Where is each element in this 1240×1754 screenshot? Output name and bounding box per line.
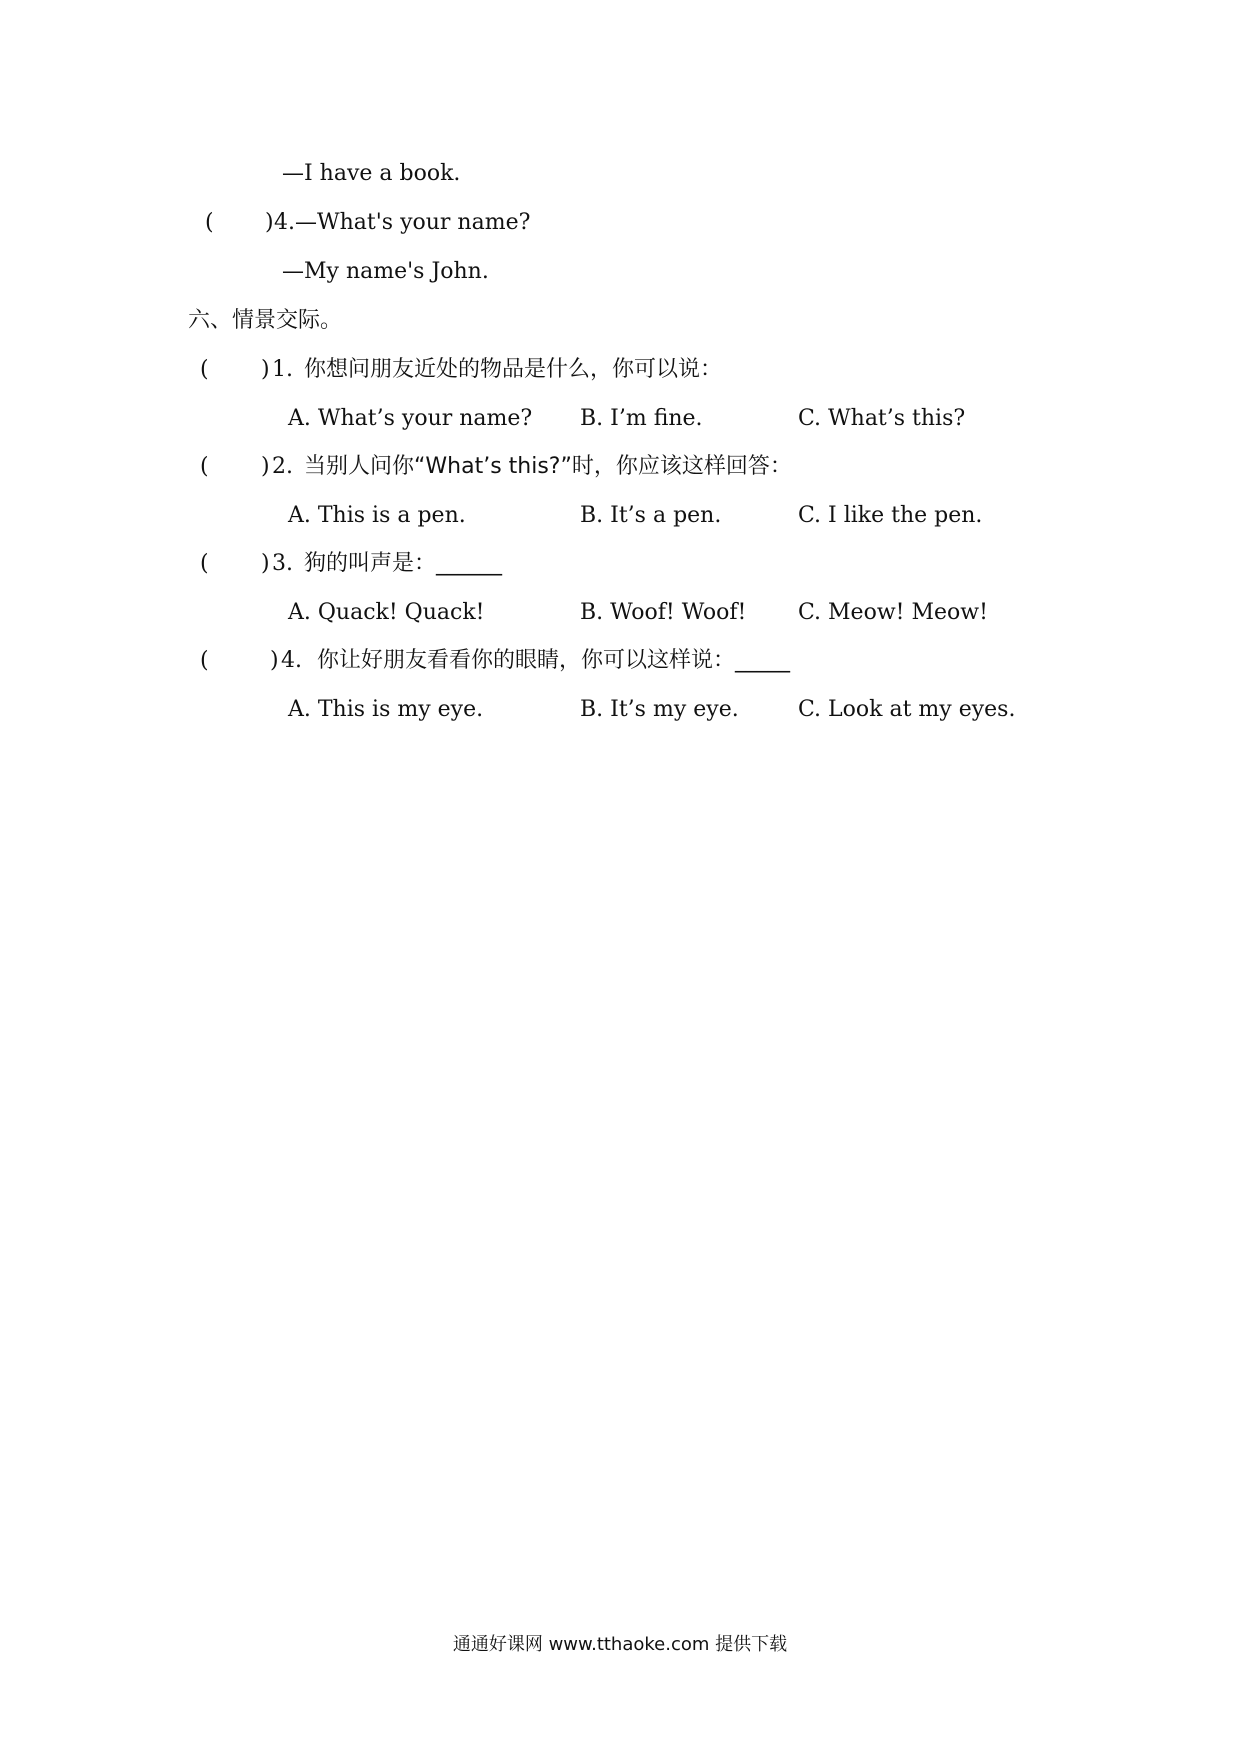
- q3-number: 3.: [272, 551, 293, 576]
- q3-prompt: 狗的叫声是：______: [304, 551, 503, 576]
- q2-answer-paren-close: ): [261, 454, 270, 479]
- q4-prompt: 你让好朋友看看你的眼睛，你可以这样说：_____: [317, 648, 791, 673]
- part5-q4-paren-close: ): [265, 210, 274, 235]
- q1-number: 1.: [272, 357, 293, 382]
- q4-answer-paren-close: ): [270, 648, 279, 673]
- q1-option-b: B. I’m fine.: [580, 406, 703, 431]
- q4-option-a: A. This is my eye.: [288, 697, 484, 722]
- part5-q4-question: —What's your name?: [295, 210, 531, 235]
- q3-option-a: A. Quack! Quack!: [288, 600, 485, 625]
- q4-option-c: C. Look at my eyes.: [798, 697, 1016, 722]
- q1-option-a: A. What’s your name?: [288, 406, 533, 431]
- q2-option-b: B. It’s a pen.: [580, 503, 722, 528]
- q3-answer-paren-close: ): [261, 551, 270, 576]
- q4-number: 4.: [281, 648, 302, 673]
- q4-answer-paren-open: (: [200, 648, 209, 673]
- footer-credit: 通通好课网 www.tthaoke.com 提供下载: [452, 1634, 788, 1655]
- part5-q3-answer: —I have a book.: [282, 161, 461, 186]
- q4-option-b: B. It’s my eye.: [580, 697, 739, 722]
- q2-number: 2.: [272, 454, 293, 479]
- q1-option-c: C. What’s this?: [798, 406, 966, 431]
- q1-prompt: 你想问朋友近处的物品是什么，你可以说：: [304, 357, 723, 382]
- q2-answer-paren-open: (: [200, 454, 209, 479]
- q2-option-a: A. This is a pen.: [288, 503, 466, 528]
- q1-answer-paren-close: ): [261, 357, 270, 382]
- section-heading: 六、情景交际。: [188, 308, 343, 333]
- q2-prompt: 当别人问你“What’s this?”时，你应该这样回答：: [304, 454, 792, 479]
- q1-answer-paren-open: (: [200, 357, 209, 382]
- part5-q4-answer: —My name's John.: [282, 259, 489, 284]
- q3-option-c: C. Meow! Meow!: [798, 600, 988, 625]
- q2-option-c: C. I like the pen.: [798, 503, 983, 528]
- q3-answer-paren-open: (: [200, 551, 209, 576]
- q3-option-b: B. Woof! Woof!: [580, 600, 747, 625]
- part5-q4-paren-open: (: [205, 210, 214, 235]
- part5-q4-number: 4.: [274, 210, 295, 235]
